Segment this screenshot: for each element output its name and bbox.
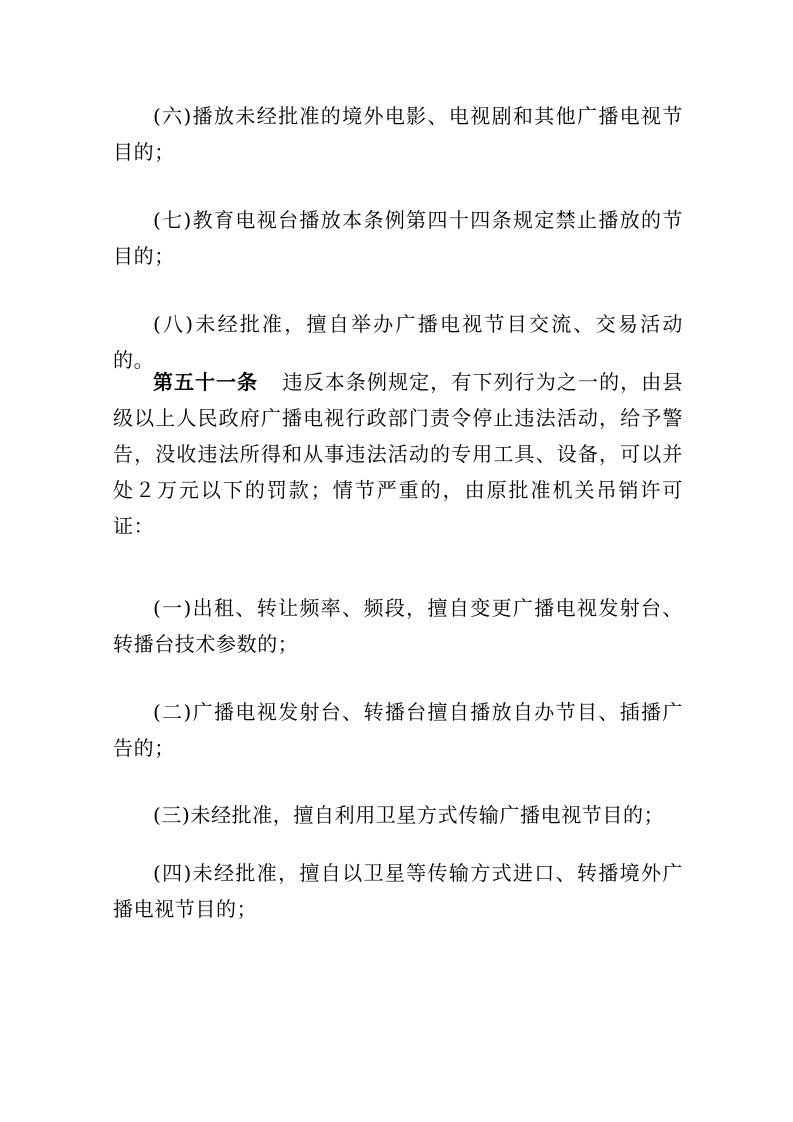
clause-item-2: (二)广播电视发射台、转播台擅自播放自办节目、插播广告的；	[113, 700, 683, 760]
article-heading: 第五十一条	[153, 370, 259, 394]
clause-item-3: (三)未经批准，擅自利用卫星方式传输广播电视节目的；	[153, 803, 665, 827]
clause-item-8: (八)未经批准，擅自举办广播电视节目交流、交易活动的。	[113, 312, 683, 372]
clause-item-7: (七)教育电视台播放本条例第四十四条规定禁止播放的节目的；	[113, 208, 683, 268]
article-51	[113, 364, 683, 544]
clause-item-6: (六)播放未经批准的境外电影、电视剧和其他广播电视节目的；	[113, 104, 683, 164]
article-body: 违反本条例规定，有下列行为之一的，由县级以上人民政府广播电视行政部门责令停止违法活动，给予警告，没收违法所得和从事违法活动的专用工具、设备，可以并处２万元以下的罚款；情节严重的，由原批准机关吊销许可证：	[113, 370, 684, 538]
clause-item-1: (一)出租、转让频率、频段，擅自变更广播电视发射台、转播台技术参数的；	[113, 596, 683, 656]
clause-item-4: (四)未经批准，擅自以卫星等传输方式进口、转播境外广播电视节目的；	[113, 861, 683, 921]
